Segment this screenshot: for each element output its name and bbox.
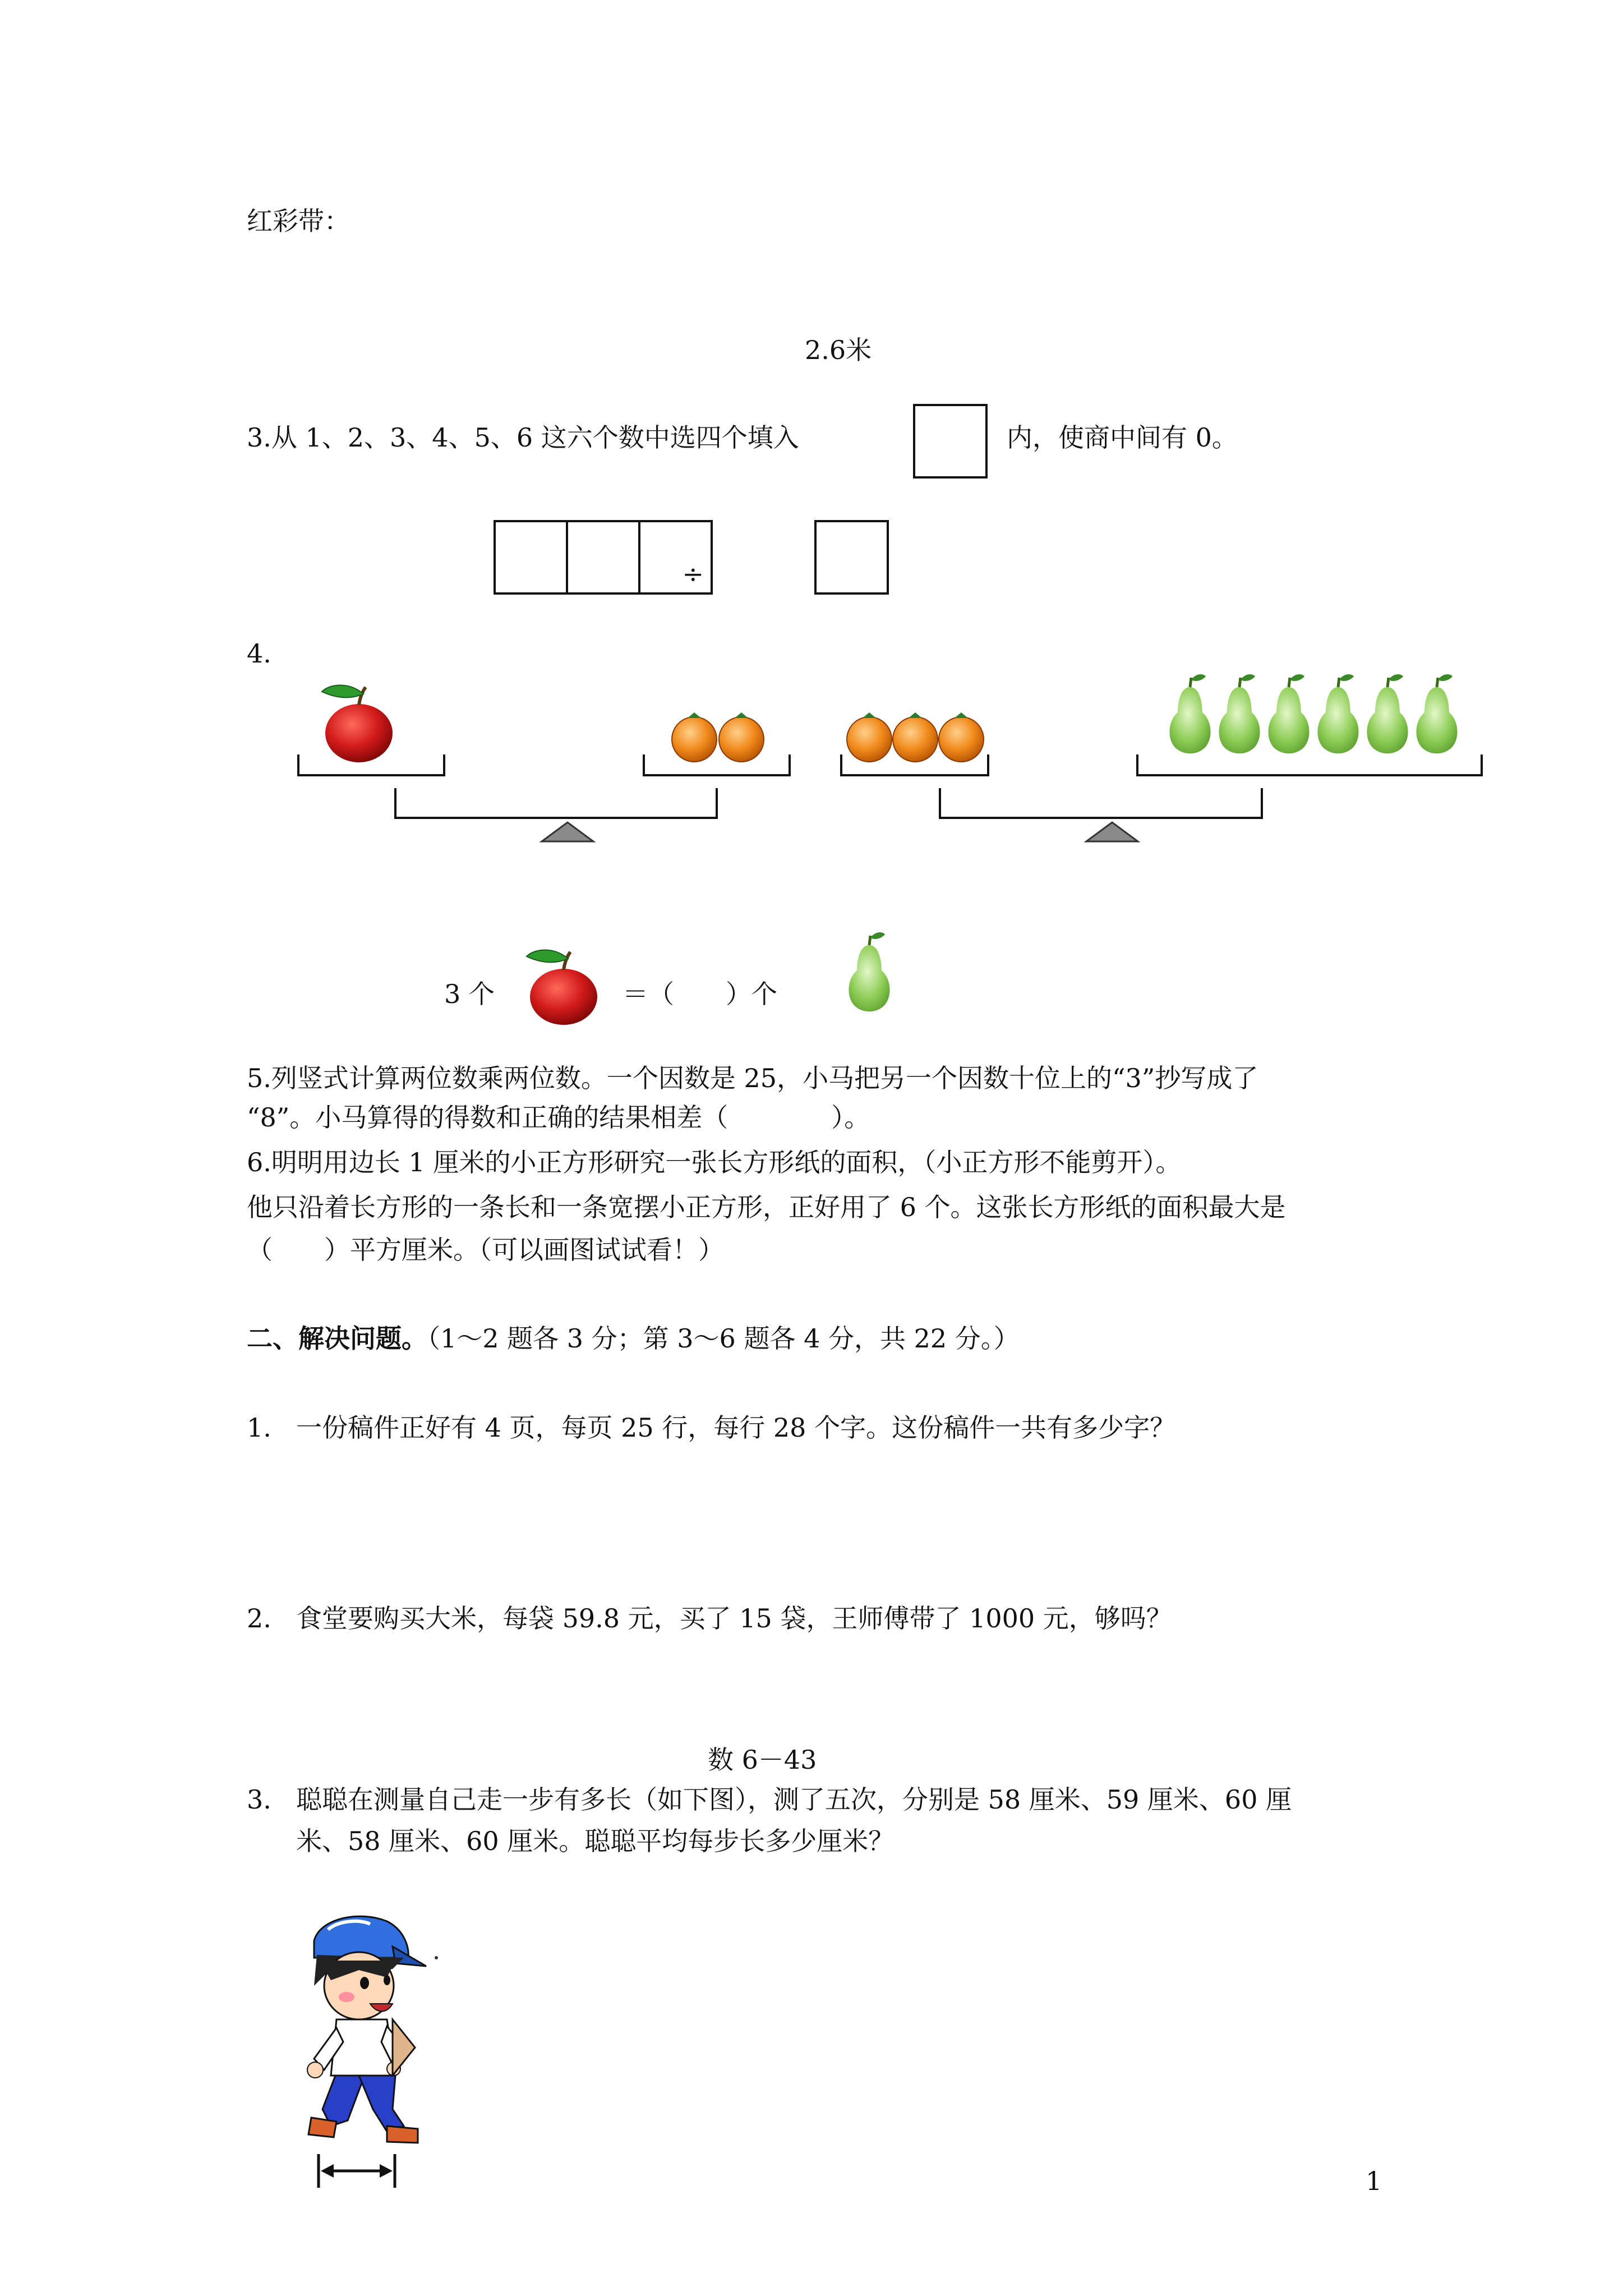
pear-icon [1416,674,1457,753]
pear-group [1169,674,1457,753]
apple-icon [322,685,393,762]
problem-3-text-line2: 米、58 厘米、60 厘米。聪聪平均每步长多少厘米？ [296,1826,895,1856]
pear-icon [1268,674,1309,753]
problem-3-text: 聪聪在测量自己走一步有多长（如下图），测了五次，分别是 58 厘米、59 厘米、60 厘 [296,1784,1292,1815]
pear-icon [1169,674,1210,753]
orange-icon [719,712,764,762]
left-fulcrum [542,822,593,841]
problem-1-number: 1. [247,1412,271,1443]
section2-header [247,1322,1020,1355]
q5-line1: 5.列竖式计算两位数乘两位数。一个因数是 25，小马把另一个因数十位上的“3”抄写成了 [247,1063,1258,1093]
problem-3-number: 3. [247,1784,271,1815]
section2-note: （1～2 题各 3 分；第 3～6 题各 4 分，共 22 分。） [427,1323,1020,1354]
pear-icon [1367,674,1408,753]
q3-text-suffix: 内，使商中间有 0。 [1007,422,1238,453]
q4-number: 4. [247,638,271,669]
apple-icon [527,950,597,1025]
equation-blank[interactable]: ＝（ ）个 [623,979,777,1009]
page-code: 数 6－43 [708,1745,817,1775]
pear-icon [1317,674,1358,753]
right-pan-2 [1137,754,1482,775]
orange-icon [672,712,717,762]
walking-boy-illustration [307,1916,438,2188]
pear-icon [1219,674,1260,753]
problem-2-number: 2. [247,1603,271,1634]
left-pan-2 [644,754,790,775]
q6-line1: 6.明明用边长 1 厘米的小正方形研究一张长方形纸的面积，（小正方形不能剪开）。 [247,1147,1182,1177]
section2-title: 二、解决问题。 [247,1323,427,1354]
orange-icon [939,712,984,762]
q6-line2: 他只沿着长方形的一条长和一条宽摆小正方形，正好用了 6 个。这张长方形纸的面积最大是 [247,1192,1286,1222]
q3-text: 3.从 1、2、3、4、5、6 这六个数中选四个填入 [247,422,799,453]
q6-line3: （ ）平方厘米。（可以画图试试看！） [247,1235,724,1265]
orange-icon [893,712,938,762]
ribbon-length: 2.6米 [805,335,872,365]
orange-icon [847,712,892,762]
ribbon-label: 红彩带： [247,206,350,236]
left-beam [395,788,717,818]
apple-count-text: 3 个 [444,979,495,1009]
pear-icon [849,932,889,1011]
divide-sign: ÷ [682,559,704,589]
problem-1-text: 一份稿件正好有 4 页，每页 25 行，每行 28 个字。这份稿件一共有多少字？ [296,1412,1176,1443]
orange-group-left [672,712,764,762]
right-balance [841,754,1482,841]
problem-2-text: 食堂要购买大米，每袋 59.8 元，买了 15 袋，王师傅带了 1000 元，够吗？ [296,1603,1172,1634]
orange-group-right [847,712,984,762]
right-fulcrum [1086,822,1138,841]
q5-line2: “8”。小马算得的得数和正确的结果相差（ ）。 [247,1102,870,1133]
left-balance [298,754,790,841]
page-number: 1 [1366,2166,1382,2196]
right-beam [940,788,1262,818]
